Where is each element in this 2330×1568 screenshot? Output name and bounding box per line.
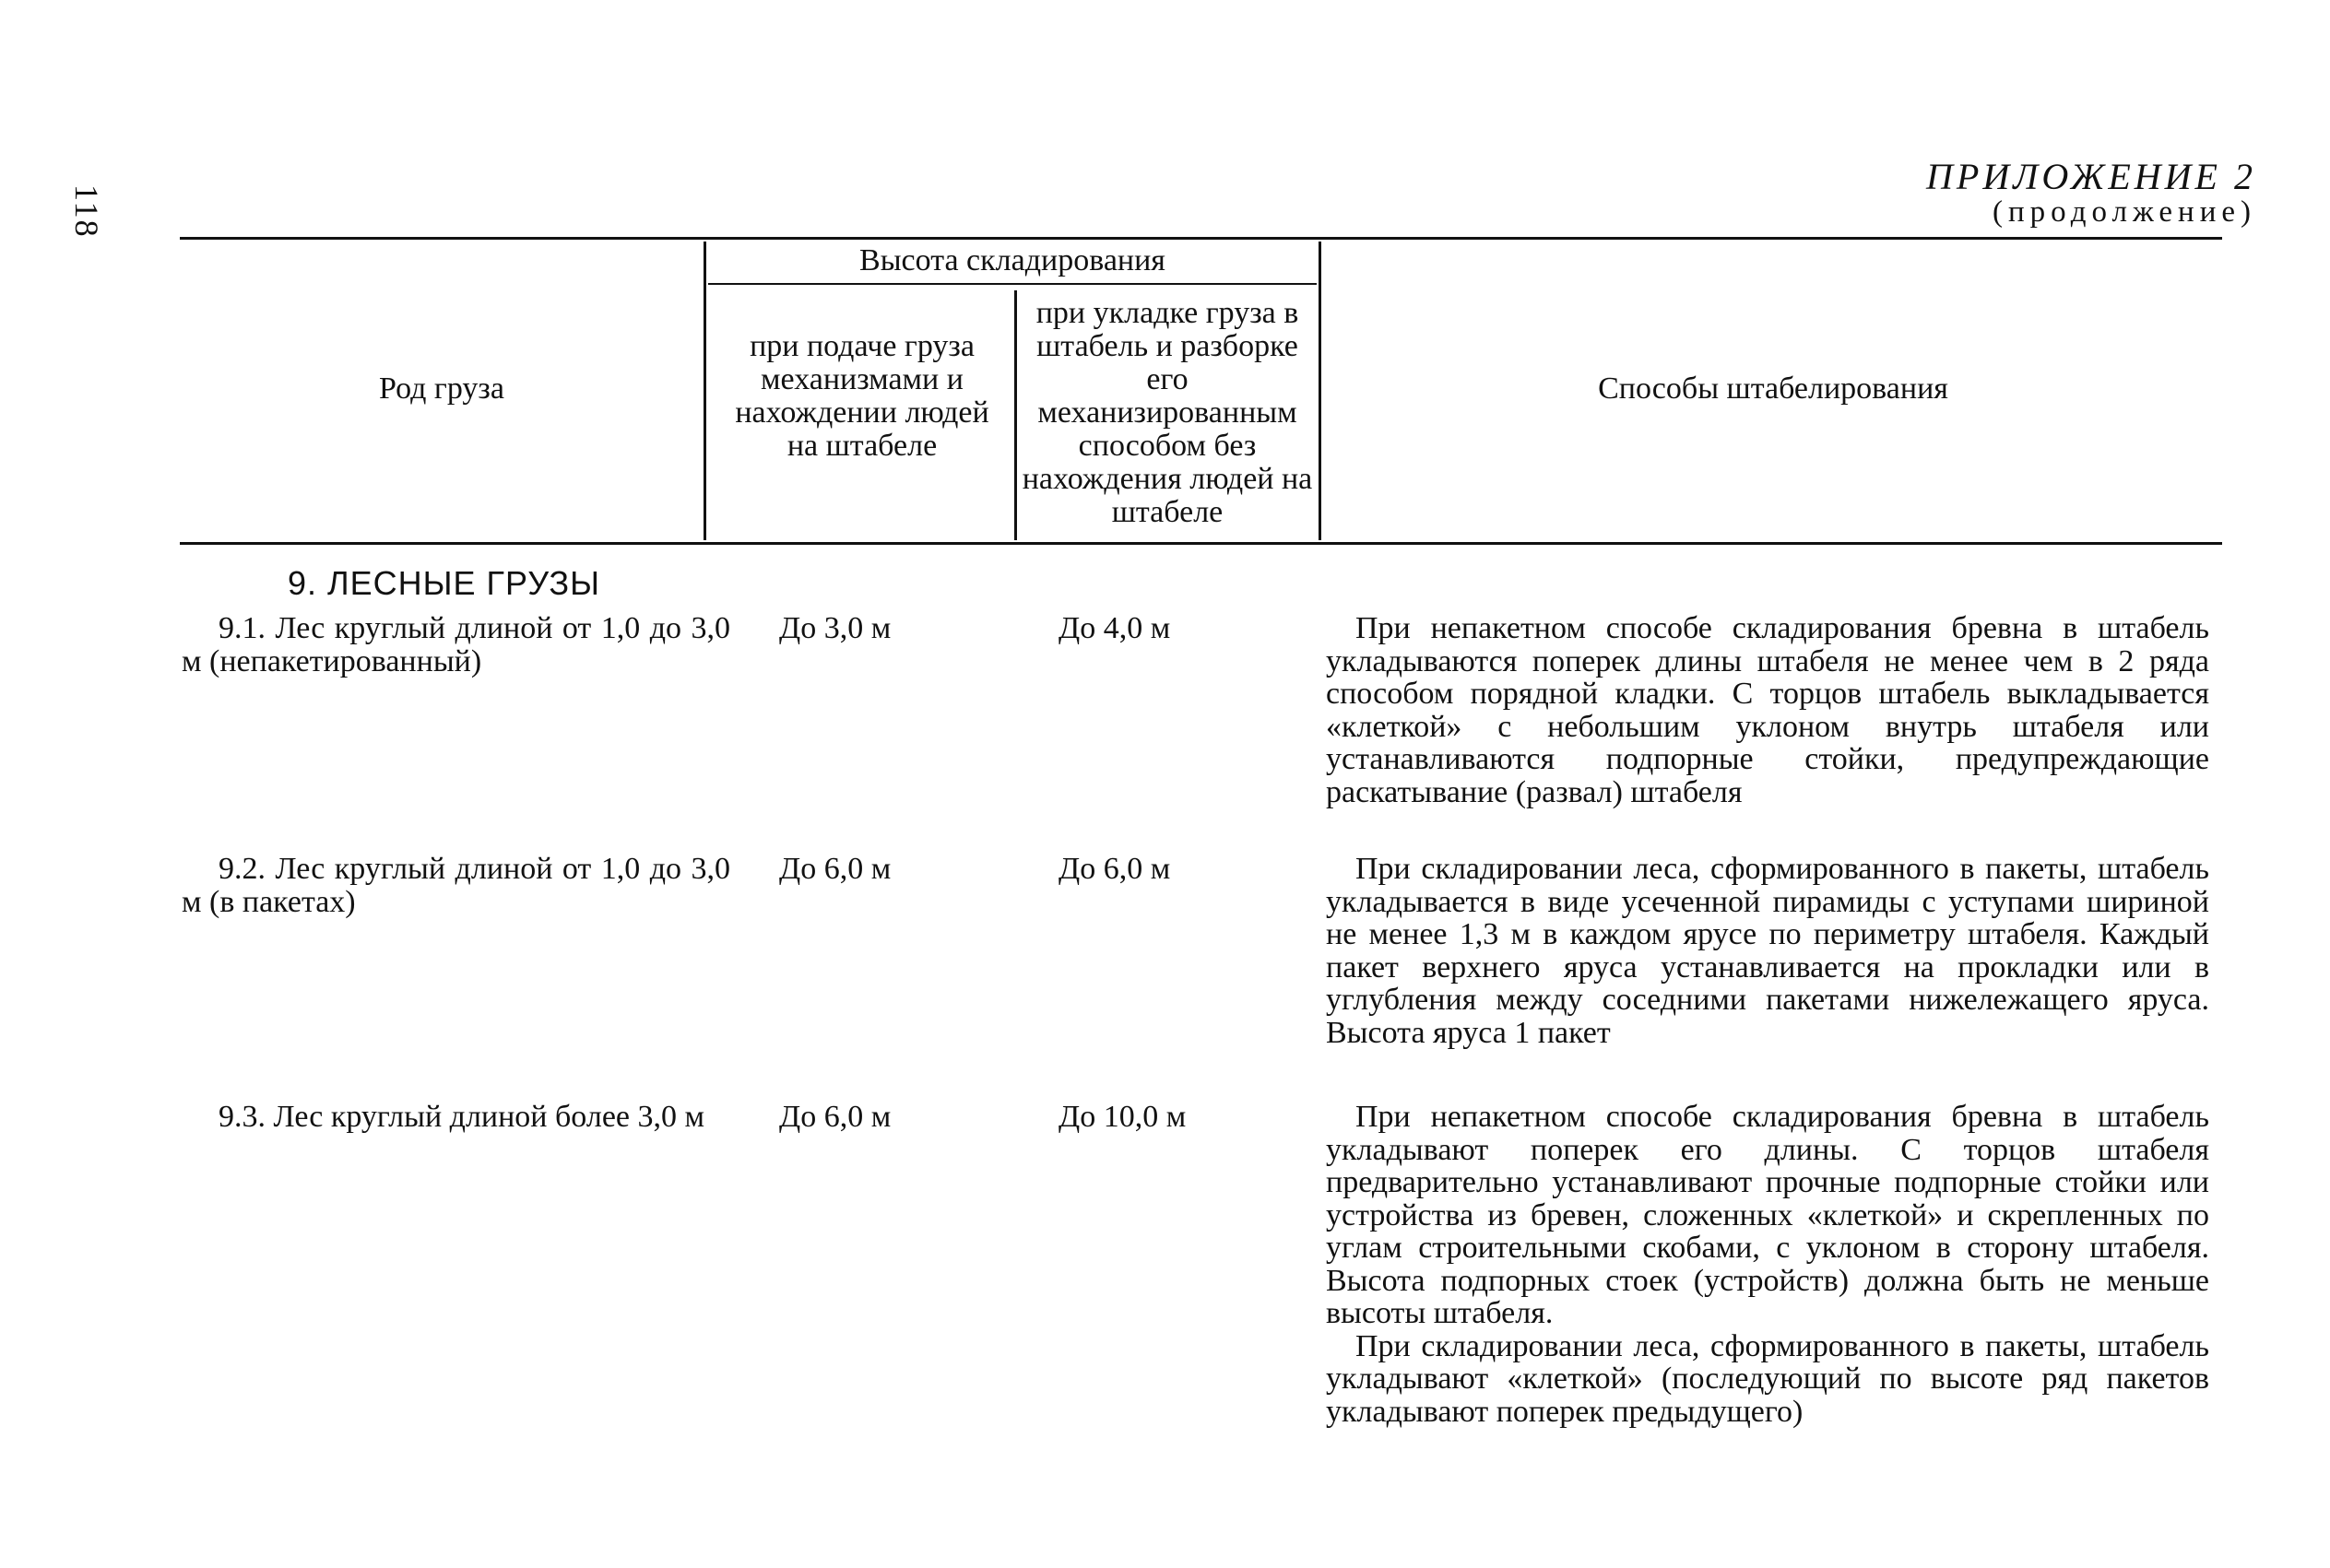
header-height-mech-people: при подаче груза механизмами и нахождении людей на штабеле <box>735 329 989 463</box>
table-header-bottom-rule <box>180 542 2222 545</box>
appendix-title: ПРИЛОЖЕНИЕ 2 <box>1926 156 2256 197</box>
row-9-1-height-b: До 4,0 м <box>1059 611 1171 645</box>
row-9-3-method: При непакетном способе складирования бревна в штабель укладывают поперек его длины. С торцов штабеля предварительно устанавливают прочные подпорные стойки или устройства из бревен, сложенных «клеткой» и скрепленных по углам строительными скобами, с уклоном в сторону штабеля. Высота подпорных стоек (устройств) должна быть не меньше высоты штабеля. <box>1326 1100 2209 1330</box>
height-group-rule <box>708 283 1317 285</box>
row-9-3-height-b: До 10,0 м <box>1059 1100 1187 1134</box>
header-height-mech-no-people: при укладке груза в штабель и разборке его механизированным способом без нахождения людей на штабеле <box>1022 296 1313 529</box>
page-number: 118 <box>68 184 105 239</box>
column-divider-2 <box>1014 290 1017 540</box>
column-divider-1 <box>704 242 706 540</box>
row-9-2-method: При складировании леса, сформированного в пакеты, штабель укладывается в виде усеченной пирамиды с уступами шириной не менее 1,3 м в каждом ярусе по периметру штабеля. Каждый пакет верхнего яруса устанавливается на прокладки или в углубления между соседними пакетами нижележащего яруса. Высота яруса 1 пакет <box>1326 852 2209 1050</box>
row-9-3-method-extra: При складировании леса, сформированного в пакеты, штабель укладывают «клеткой» (последующий по высоте ряд пакетов укладывают поперек предыдущего) <box>1326 1328 2209 1429</box>
row-9-1-name: 9.1. Лес круглый длиной от 1,0 до 3,0 м (непакетированный) <box>182 611 730 678</box>
table-top-rule <box>180 237 2222 240</box>
row-9-2-name: 9.2. Лес круглый длиной от 1,0 до 3,0 м (в пакетах) <box>182 852 730 919</box>
appendix-subtitle: (продолжение) <box>1993 195 2256 229</box>
row-9-1-method: При непакетном способе складирования бревна в штабель укладываются поперек длины штабеля не менее чем в 2 ряда способом порядной кладки. С торцов штабель выкладывается «клеткой» с небольшим уклоном внутрь штабеля или устанавливаются подпорные стойки, предупреждающие раскатывание (развал) штабеля <box>1326 611 2209 809</box>
row-9-3-name: 9.3. Лес круглый длиной более 3,0 м <box>219 1100 705 1134</box>
column-divider-3 <box>1319 242 1321 540</box>
row-9-2-height-a: До 6,0 м <box>779 852 892 886</box>
row-9-3-method-block <box>1326 1101 2209 1428</box>
header-cargo-type: Род груза <box>379 371 504 406</box>
row-9-2-height-b: До 6,0 м <box>1059 852 1171 886</box>
section-title: 9. ЛЕСНЫЕ ГРУЗЫ <box>288 564 600 602</box>
header-methods: Способы штабелирования <box>1598 371 1948 406</box>
row-9-3-height-a: До 6,0 м <box>779 1100 892 1134</box>
row-9-1-height-a: До 3,0 м <box>779 611 892 645</box>
header-height-group: Высота складирования <box>859 243 1165 277</box>
